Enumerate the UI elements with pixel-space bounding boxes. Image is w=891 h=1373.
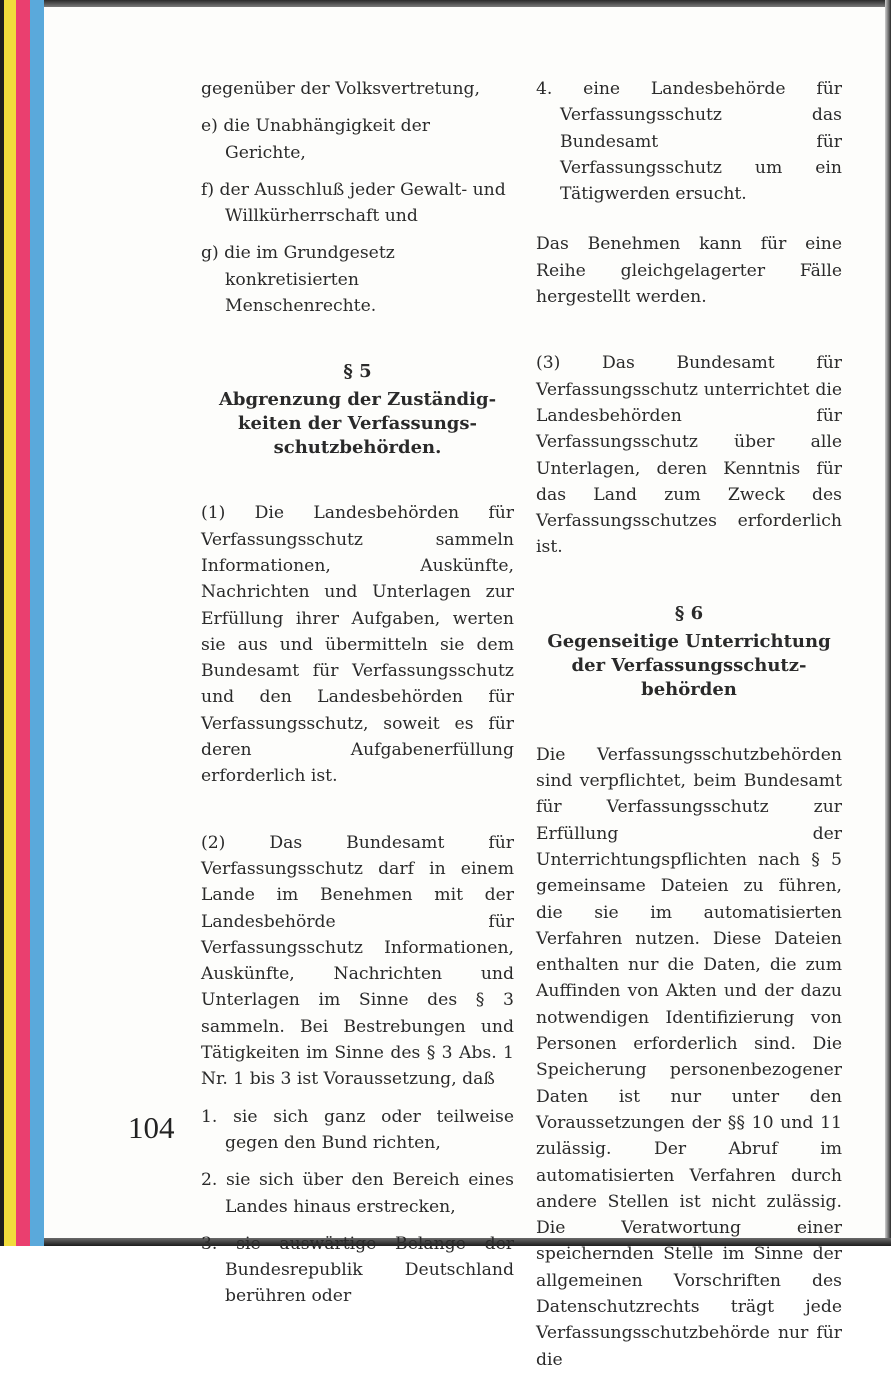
list-item-g: g) die im Grundgesetz konkretisierten Menschenrechte.: [201, 243, 395, 317]
section-5-paragraph-1: (1) Die Landesbehörden für Verfassungsschutz sammeln Informationen, Auskünfte, Nachrichten und Unterlagen zur Erfüllung ihrer Aufgaben, werten sie aus und übermitteln sie dem Bundesamt für Verfassungsschutz und den Landesbehörden für Verfassungsschutz, soweit es für deren Aufgabenerfüllung erforderlich ist.: [201, 503, 514, 787]
benehmen-paragraph: Das Benehmen kann für eine Reihe gleichgelagerter Fälle hergestellt werden.: [536, 234, 842, 308]
intro-continuation: gegenüber der Volksvertretung,: [201, 79, 481, 99]
condition-item-1: 1. sie sich ganz oder teilweise gegen den Bund richten,: [201, 1106, 514, 1153]
left-column: [201, 76, 514, 1310]
color-strip-pink: [16, 0, 30, 1246]
section-6-title-line-3: behörden: [641, 678, 737, 700]
section-6-number: § 6: [674, 602, 704, 624]
list-item-f: f) der Ausschluß jeder Gewalt- und Willkürherrschaft und: [201, 179, 506, 227]
scan-edge-right: [885, 0, 891, 1246]
section-5-paragraph-2: (2) Das Bundesamt für Verfassungsschutz darf in einem Lande im Benehmen mit der Landesbehörde für Verfassungsschutz Informationen, Auskünfte, Nachrichten und Unterlagen im Sinne des § 3 sammeln. Bei Bestrebungen und Tätigkeiten im Sinne des § 3 Abs. 1 Nr. 1 bis 3 ist Voraussetzung, daß: [201, 832, 514, 1090]
color-strip-yellow: [4, 0, 16, 1246]
section-5-title-line-1: Abgrenzung der Zuständig-: [218, 389, 497, 411]
section-5-paragraph-3: (3) Das Bundesamt für Verfassungsschutz unterrichtet die Landesbehörden für Verfassungsschutz über alle Unterlagen, deren Kenntnis für das Land zum Zweck des Verfassungsschutzes erforderlich ist.: [536, 353, 842, 558]
section-6-paragraph: Die Verfassungsschutzbehörden sind verpflichtet, beim Bundesamt für Verfassungsschutz zur Erfüllung der Unterrichtungspflichten nach § 5 gemeinsame Dateien zu führen, die sie im automatisierten Verfahren nutzen. Diese Dateien enthalten nur die Daten, die zum Auffinden von Akten und der dazu notwendigen Identifizierung von Personen erforderlich sind. Die Speicherung personenbezogener Daten ist nur unter den Voraussetzungen der §§ 10 und 11 zulässig. Der Abruf im automatisierten Verfahren durch andere Stellen ist nicht zulässig. Die Veratwortung einer speichernden Stelle im Sinne der allgemeinen Vorschriften des Datenschutzrechts trägt jede Verfassungsschutzbehörde nur für die: [536, 744, 842, 1370]
scan-edge-top: [0, 0, 891, 7]
page-number: 104: [128, 1110, 175, 1145]
section-5-number: § 5: [343, 361, 372, 383]
section-5-title-line-2: keiten der Verfassungs-: [238, 413, 477, 435]
condition-item-3: 3. sie auswärtige Belange der Bundesrepublik Deutschland berühren oder: [201, 1233, 514, 1307]
list-item-e: e) die Unabhängigkeit der Gerichte,: [201, 116, 431, 163]
condition-item-4: 4. eine Landesbehörde für Verfassungsschutz das Bundesamt für Verfassungsschutz um ein Tätigwerden ersucht.: [536, 79, 842, 205]
section-6-title-line-1: Gegenseitige Unterrichtung: [547, 630, 831, 652]
color-strip-blue: [30, 0, 44, 1246]
section-6-title-line-2: der Verfassungsschutz-: [571, 654, 807, 676]
condition-item-2: 2. sie sich über den Bereich eines Landes hinaus erstrecken,: [201, 1170, 514, 1217]
right-column: [536, 76, 842, 1373]
section-5-title-line-3: schutzbehörden.: [273, 437, 442, 459]
